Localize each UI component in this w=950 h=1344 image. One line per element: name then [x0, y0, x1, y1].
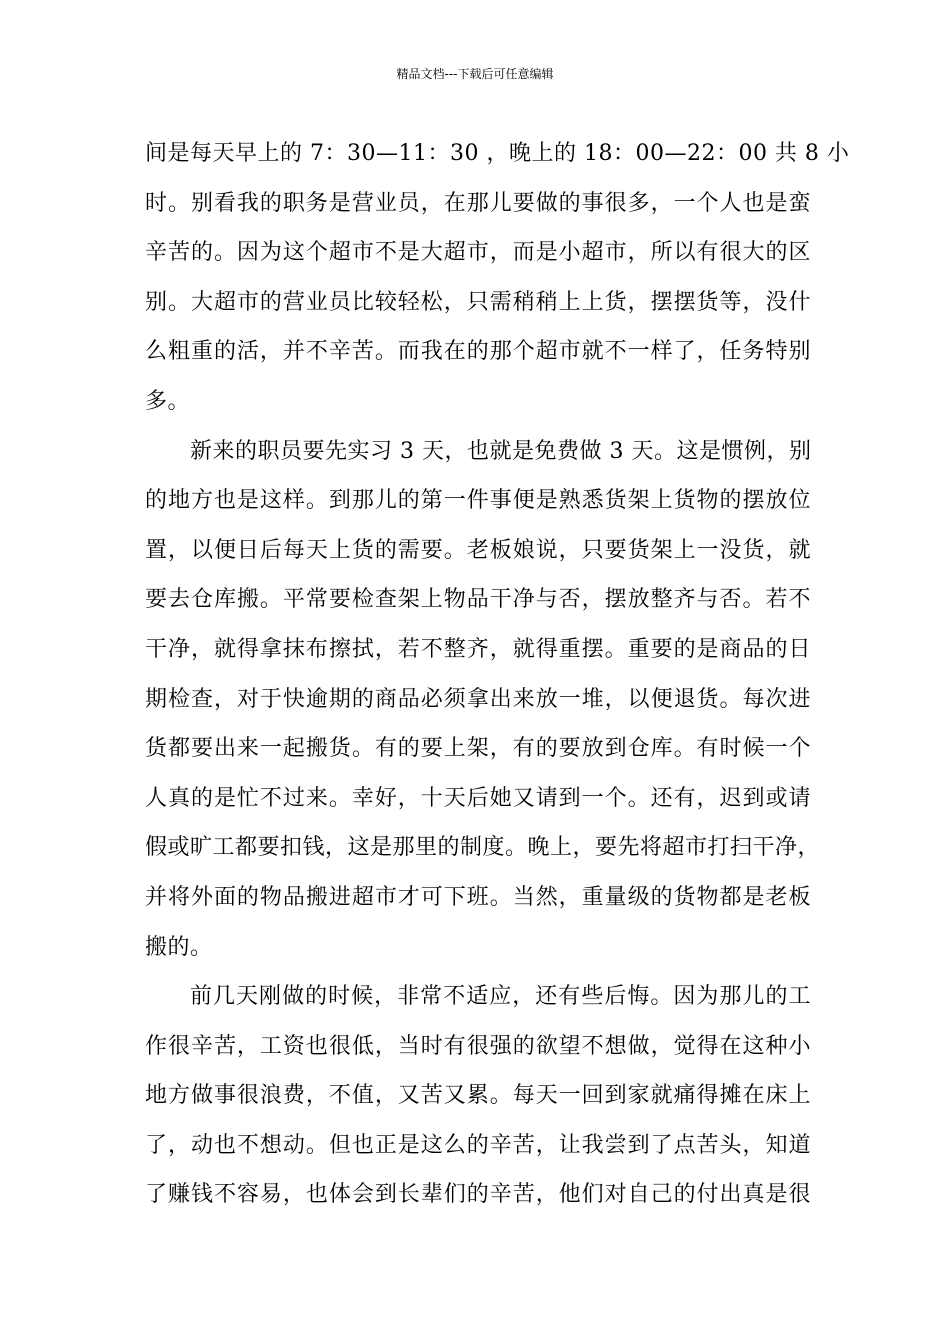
text-line: 前几天刚做的时候，非常不适应，还有些后悔。因为那儿的工 [190, 984, 811, 1010]
text-line: 新来的职员要先实习 3 天，也就是免费做 3 天。这是惯例，别 [190, 438, 812, 464]
text-line: 间是每天早上的 7：30—11：30 ，晚上的 18：00—22：00 共 8 小 [145, 141, 850, 166]
document-body [145, 129, 850, 1220]
text-line: 搬的。 [145, 934, 213, 960]
text-line: 辛苦的。因为这个超市不是大超市，而是小超市，所以有很大的区 [145, 240, 811, 266]
text-line: 么粗重的活，并不辛苦。而我在的那个超市就不一样了，任务特别 [145, 339, 811, 365]
text-line: 了，动也不想动。但也正是这么的辛苦，让我尝到了点苦头，知道 [145, 1132, 811, 1158]
text-line: 多。 [145, 388, 191, 414]
text-line: 货都要出来一起搬货。有的要上架，有的要放到仓库。有时候一个 [145, 736, 811, 762]
text-line: 要去仓库搬。平常要检查架上物品干净与否，摆放整齐与否。若不 [145, 587, 811, 613]
paragraph-2 [145, 427, 821, 973]
paragraph-1 [145, 129, 850, 427]
text-line: 了赚钱不容易，也体会到长辈们的辛苦，他们对自己的付出真是很 [145, 1182, 811, 1208]
text-line: 地方做事很浪费，不值，又苦又累。每天一回到家就痛得摊在床上 [145, 1083, 811, 1109]
text-line: 别。大超市的营业员比较轻松，只需稍稍上上货，摆摆货等，没什 [145, 289, 811, 315]
text-line: 时。别看我的职务是营业员，在那儿要做的事很多，一个人也是蛮 [145, 190, 811, 216]
text-line: 期检查，对于快逾期的商品必须拿出来放一堆，以便退货。每次进 [145, 686, 811, 712]
text-line: 的地方也是这样。到那儿的第一件事便是熟悉货架上货物的摆放位 [145, 488, 811, 514]
text-line: 假或旷工都要扣钱，这是那里的制度。晚上，要先将超市打扫干净， [145, 835, 821, 861]
text-line: 置，以便日后每天上货的需要。老板娘说，只要货架上一没货，就 [145, 537, 811, 563]
text-line: 人真的是忙不过来。幸好，十天后她又请到一个。还有，迟到或请 [145, 785, 811, 811]
text-line: 作很辛苦，工资也很低，当时有很强的欲望不想做，觉得在这种小 [145, 1033, 811, 1059]
paragraph-3 [145, 972, 811, 1220]
text-line: 并将外面的物品搬进超市才可下班。当然，重量级的货物都是老板 [145, 884, 811, 910]
text-line: 干净，就得拿抹布擦拭，若不整齐，就得重摆。重要的是商品的日 [145, 636, 811, 662]
page-header: 精品文档---下载后可任意编辑 [396, 67, 554, 81]
